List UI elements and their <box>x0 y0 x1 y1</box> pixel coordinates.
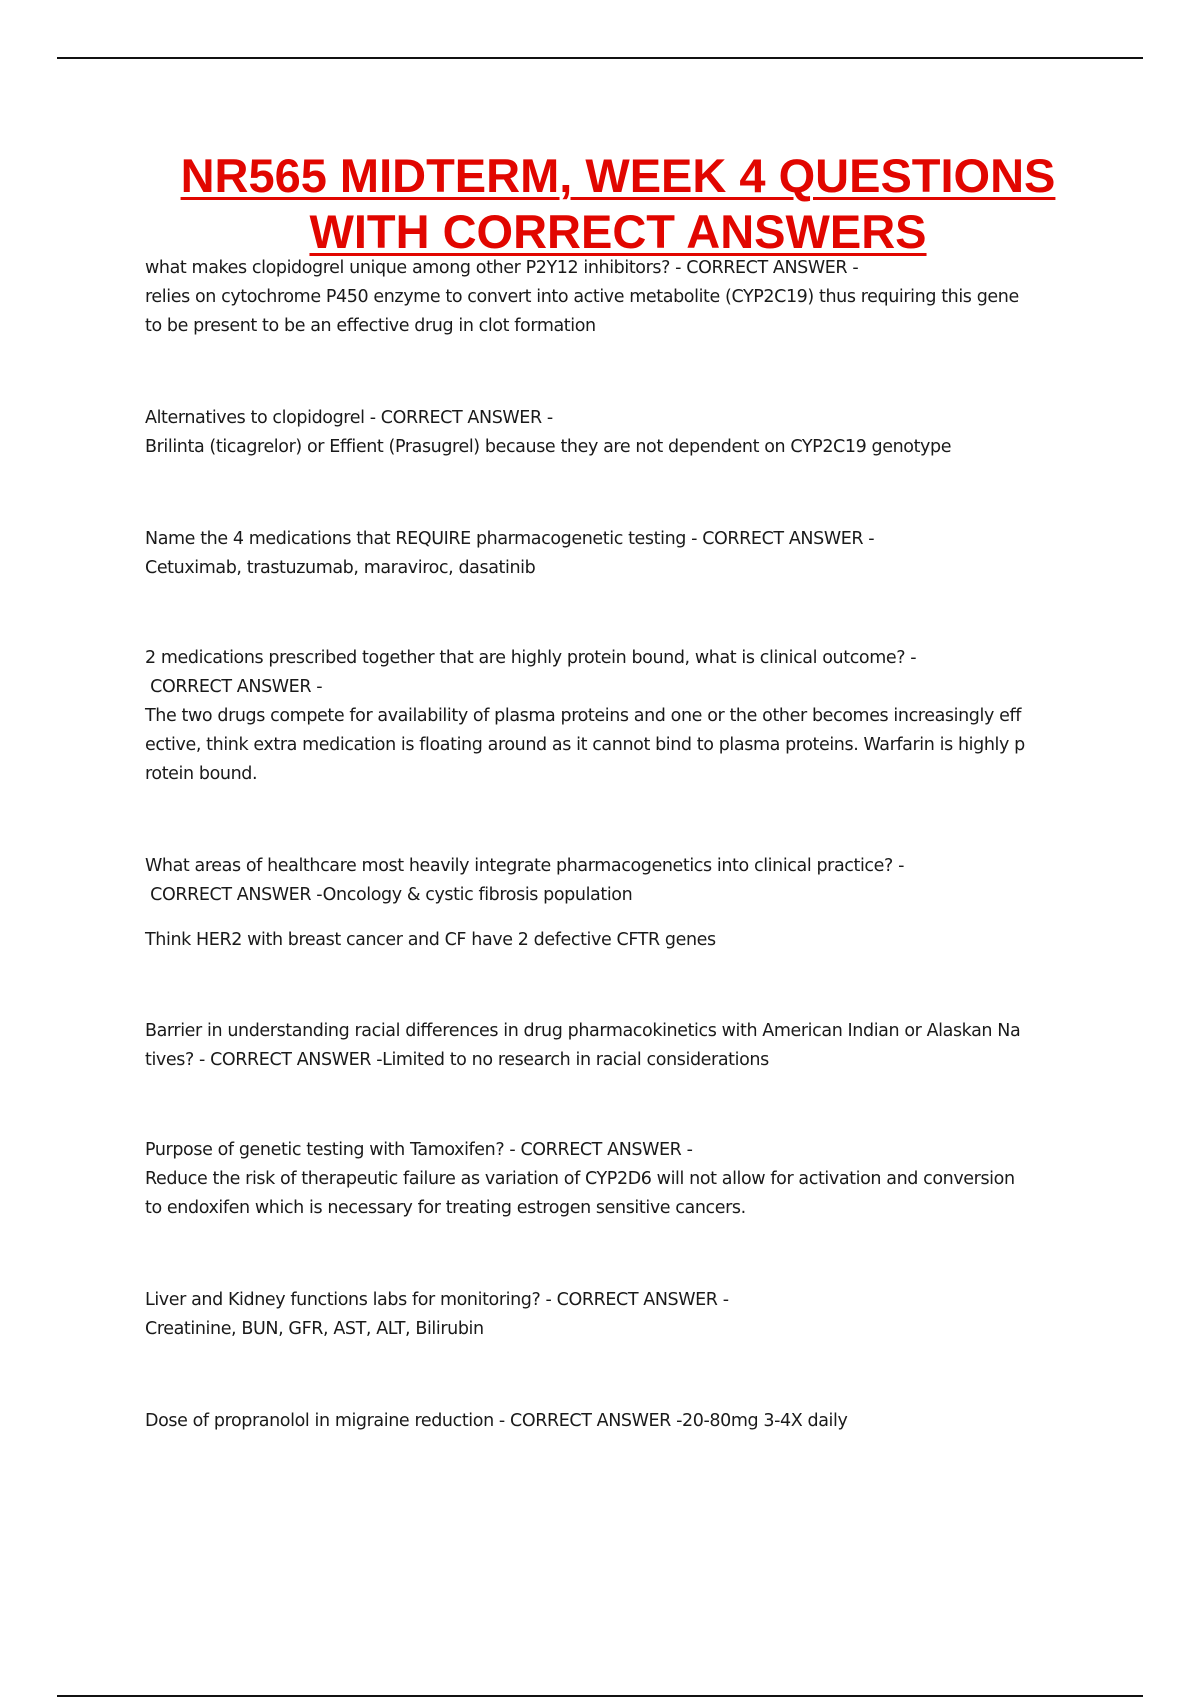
qa-block-clopidogrel-unique <box>145 254 1090 341</box>
text-line: to endoxifen which is necessary for treating estrogen sensitive cancers. <box>145 1198 746 1218</box>
text-line: rotein bound. <box>145 764 258 784</box>
text-line: what makes clopidogrel unique among other P2Y12 inhibitors? - CORRECT ANSWER - <box>145 258 859 278</box>
text-line: ective, think extra medication is floating around as it cannot bind to plasma proteins. Warfarin is highly p <box>145 735 1025 755</box>
qa-block-propranolol <box>145 1407 1090 1436</box>
qa-block-liver-kidney-labs <box>145 1286 1090 1344</box>
qa-block-her2-note <box>145 926 1090 955</box>
text-line: Dose of propranolol in migraine reduction - CORRECT ANSWER -20-80mg 3-4X daily <box>145 1411 848 1431</box>
text-line: CORRECT ANSWER - <box>145 677 323 697</box>
title-line-2: WITH CORRECT ANSWERS <box>309 205 927 258</box>
qa-block-healthcare-areas <box>145 852 1090 910</box>
text-line: tives? - CORRECT ANSWER -Limited to no research in racial considerations <box>145 1050 769 1070</box>
title-line-1: NR565 MIDTERM, WEEK 4 QUESTIONS <box>180 149 1056 202</box>
text-line: Alternatives to clopidogrel - CORRECT ANSWER - <box>145 408 553 428</box>
text-line: Creatinine, BUN, GFR, AST, ALT, Bilirubin <box>145 1319 484 1339</box>
qa-block-tamoxifen <box>145 1136 1090 1223</box>
text-line: to be present to be an effective drug in clot formation <box>145 316 596 336</box>
text-line: Liver and Kidney functions labs for monitoring? - CORRECT ANSWER - <box>145 1290 729 1310</box>
qa-block-clopidogrel-alternatives <box>145 404 1090 462</box>
text-line: CORRECT ANSWER -Oncology & cystic fibrosis population <box>145 885 633 905</box>
qa-block-pharmacogenetic-testing <box>145 525 1090 583</box>
bottom-divider <box>57 1695 1143 1697</box>
text-line: The two drugs compete for availability of plasma proteins and one or the other becomes increasingly eff <box>145 706 1021 726</box>
text-line: Reduce the risk of therapeutic failure as variation of CYP2D6 will not allow for activation and conversion <box>145 1169 1015 1189</box>
text-line: Think HER2 with breast cancer and CF have 2 defective CFTR genes <box>145 930 716 950</box>
text-line: What areas of healthcare most heavily integrate pharmacogenetics into clinical practice? - <box>145 856 904 876</box>
text-line: Barrier in understanding racial differences in drug pharmacokinetics with American Indian or Alaskan Na <box>145 1021 1021 1041</box>
text-line: Cetuximab, trastuzumab, maraviroc, dasatinib <box>145 558 536 578</box>
text-line: Brilinta (ticagrelor) or Effient (Prasugrel) because they are not dependent on CYP2C19 genotype <box>145 437 952 457</box>
document-title <box>0 148 1200 260</box>
text-line: Name the 4 medications that REQUIRE pharmacogenetic testing - CORRECT ANSWER - <box>145 529 875 549</box>
top-divider <box>57 57 1143 59</box>
text-line: relies on cytochrome P450 enzyme to convert into active metabolite (CYP2C19) thus requiring this gene <box>145 287 1019 307</box>
qa-block-protein-bound <box>145 644 1090 789</box>
text-line: Purpose of genetic testing with Tamoxifen? - CORRECT ANSWER - <box>145 1140 693 1160</box>
qa-block-racial-differences <box>145 1017 1090 1075</box>
text-line: 2 medications prescribed together that are highly protein bound, what is clinical outcome? - <box>145 648 917 668</box>
